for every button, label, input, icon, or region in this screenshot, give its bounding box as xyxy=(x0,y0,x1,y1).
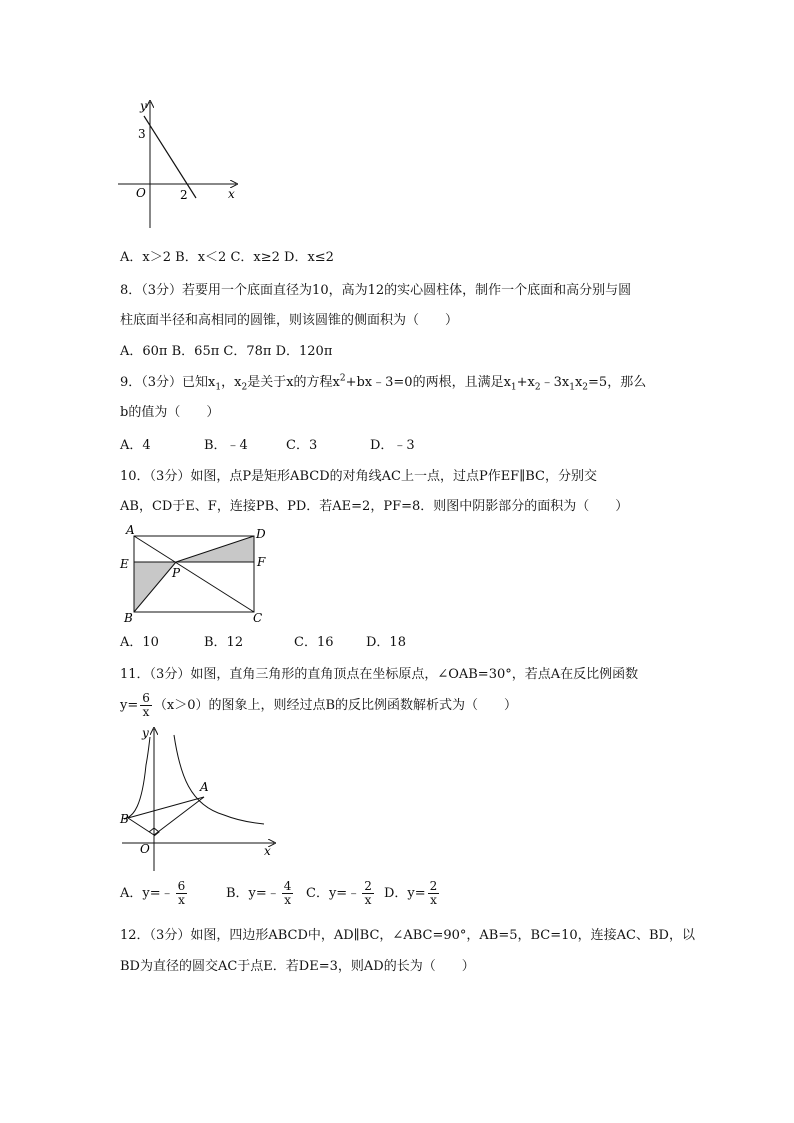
label-c: C xyxy=(253,611,263,625)
q10-line1: 10．（3分）如图，点P是矩形ABCD的对角线AC上一点，过点P作EF∥BC，分别交 xyxy=(120,469,597,484)
label-f: F xyxy=(257,555,266,569)
fraction-6-over-x: $\frac{6}{x}$ xyxy=(142,691,150,719)
q7-figure xyxy=(110,96,250,236)
q7-option-d[interactable]: D．x≤2 xyxy=(284,250,334,265)
label-b: B xyxy=(124,611,133,625)
q10-option-a[interactable]: A．10 xyxy=(120,635,159,650)
q7-option-a[interactable]: A．x＞2 xyxy=(120,250,171,265)
y-label: y xyxy=(140,99,147,113)
q10-option-d[interactable]: D．18 xyxy=(366,635,406,650)
curve-left xyxy=(124,737,150,819)
q7-options xyxy=(120,250,334,266)
curve-right xyxy=(174,735,264,824)
origin-label: O xyxy=(136,186,146,200)
q9-option-c[interactable]: C．3 xyxy=(286,438,318,453)
q9-option-b[interactable]: B．﹣4 xyxy=(204,438,248,453)
q11-line1: 11．（3分）如图，直角三角形的直角顶点在坐标原点，∠OAB=30°，若点A在反比例函数 xyxy=(120,667,639,682)
q8-option-d[interactable]: D．120π xyxy=(275,344,333,359)
label-d: D xyxy=(256,527,266,541)
q8-line2: 柱底面半径和高相同的圆锥，则该圆锥的侧面积为（ ） xyxy=(120,313,459,328)
q11-option-a[interactable]: A．y=﹣ $\frac{6}{x}$ xyxy=(120,879,186,907)
q9-option-a[interactable]: A．4 xyxy=(120,438,151,453)
origin-label: O xyxy=(140,842,150,856)
q9-line2: b的值为（ ） xyxy=(120,405,220,420)
label-p: P xyxy=(172,566,181,580)
q8-line1: 8．（3分）若要用一个底面直径为10，高为12的实心圆柱体，制作一个底面和高分别与圆 xyxy=(120,283,632,298)
graph-line xyxy=(144,116,196,198)
segment-ob xyxy=(128,818,154,835)
tick-2: 2 xyxy=(180,188,188,202)
q9-line1: 9．（3分）已知$x_1$，$x_2$是关于x的方程$x^2+bx﹣3=0$的两根，且满足$x_1+x_2﹣3x_1x_2=5$，那么 xyxy=(120,373,647,393)
q11-option-c[interactable]: C．y=﹣ $\frac{2}{x}$ xyxy=(306,879,372,907)
label-a: A xyxy=(126,523,135,537)
q11-figure xyxy=(114,725,284,875)
q10-line2: AB，CD于E、F，连接PB、PD．若AE=2，PF=8．则图中阴影部分的面积为（ ） xyxy=(120,499,629,514)
q8-options xyxy=(120,344,332,360)
tick-3: 3 xyxy=(138,127,146,141)
q7-option-b[interactable]: B．x＜2 xyxy=(175,250,227,265)
q10-option-b[interactable]: B．12 xyxy=(204,635,244,650)
x-label: x xyxy=(264,844,271,858)
label-a: A xyxy=(200,780,209,794)
q11-line2: y= $\frac{6}{x}$ （x＞0）的图象上，则经过点B的反比例函数解析式为（ ） xyxy=(120,691,518,719)
q10-figure xyxy=(114,522,274,626)
segment-oa xyxy=(154,797,204,835)
q10-option-c[interactable]: C．16 xyxy=(294,635,334,650)
y-label: y xyxy=(142,726,149,740)
q7-option-c[interactable]: C．x≥2 xyxy=(230,250,280,265)
q12-line2: BD为直径的圆交AC于点E．若DE=3，则AD的长为（ ） xyxy=(120,959,475,974)
q11-option-d[interactable]: D．y= $\frac{2}{x}$ xyxy=(384,879,438,907)
q11-option-b[interactable]: B．y=﹣ $\frac{4}{x}$ xyxy=(226,879,292,907)
q9-option-d[interactable]: D．﹣3 xyxy=(370,438,415,453)
q8-option-c[interactable]: C．78π xyxy=(223,344,272,359)
x-label: x xyxy=(228,187,235,201)
label-e: E xyxy=(120,557,129,571)
q8-option-a[interactable]: A．60π xyxy=(120,344,168,359)
q8-option-b[interactable]: B．65π xyxy=(171,344,220,359)
label-b: B xyxy=(120,812,129,826)
q12-line1: 12．（3分）如图，四边形ABCD中，AD∥BC，∠ABC=90°，AB=5，BC=10，连接AC、BD，以 xyxy=(120,928,695,943)
